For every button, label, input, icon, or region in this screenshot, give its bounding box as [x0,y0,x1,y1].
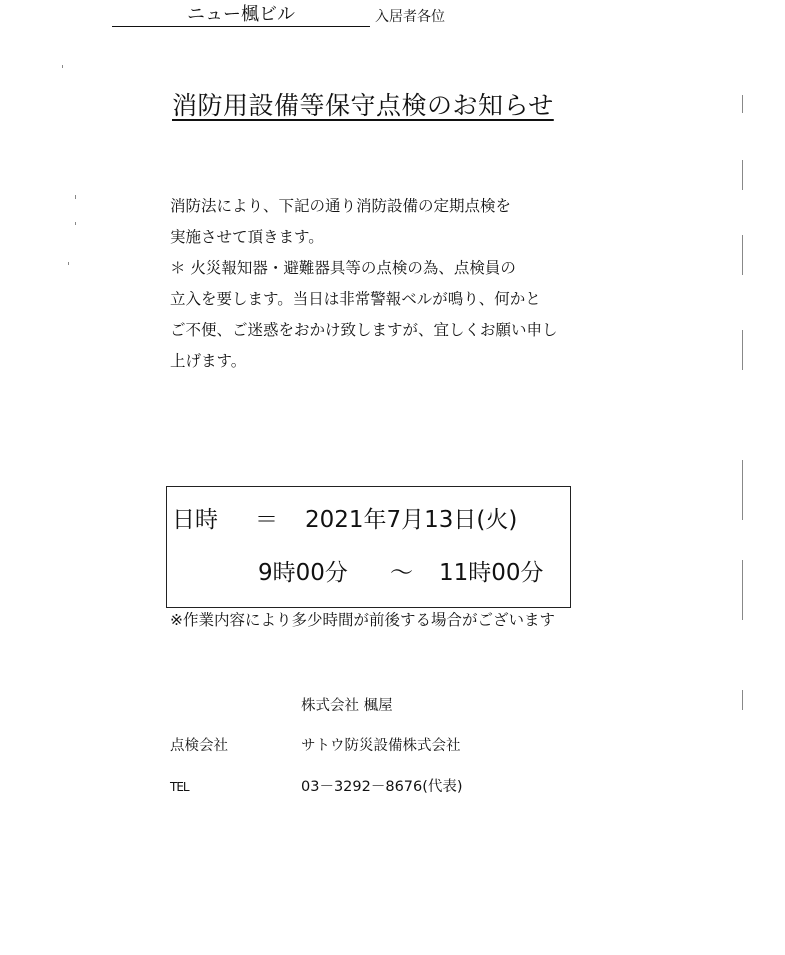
schedule-label: 日時 [172,507,218,533]
body-line: ＊ 火災報知器・避難器具等の点検の為、点検員の [170,259,516,277]
scan-speck [75,195,76,199]
schedule-note: ※作業内容により多少時間が前後する場合がございます [170,611,555,629]
schedule-tilde: ～ [390,560,413,586]
body-line: 立入を要します。当日は非常警報ベルが鳴り、何かと [170,290,541,308]
scan-speck [75,222,76,225]
body-line: ご不便、ご迷惑をおかけ致しますが、宜しくお願い申し [170,321,558,339]
owner-company: 株式会社 楓屋 [301,698,393,714]
scan-speck [742,330,743,370]
schedule-equals: ＝ [255,507,278,533]
scan-speck [742,460,743,520]
tel-number: 03－3292－8676(代表) [301,779,463,795]
notice-title: 消防用設備等保守点検のお知らせ [172,91,554,120]
addressee-building: ニュー楓ビル [112,4,370,27]
schedule-time-end: 11時00分 [439,560,544,586]
inspector-label: 点検会社 [170,738,228,754]
inspector-name: サトウ防災設備株式会社 [301,738,461,754]
addressee-suffix: 入居者各位 [375,9,445,25]
scan-speck [68,262,69,265]
scan-speck [742,690,743,710]
notice-body [170,191,558,377]
scan-speck [742,160,743,190]
body-line: 消防法により、下記の通り消防設備の定期点検を [170,197,512,215]
scan-speck [742,235,743,275]
tel-label: TEL [170,780,189,794]
scan-speck [742,560,743,620]
scan-speck [742,95,743,113]
body-line: 上げます。 [170,352,247,370]
scan-speck [62,65,63,68]
schedule-time-start: 9時00分 [258,560,348,586]
body-line: 実施させて頂きます。 [170,228,324,246]
schedule-date: 2021年7月13日(火) [305,507,518,533]
